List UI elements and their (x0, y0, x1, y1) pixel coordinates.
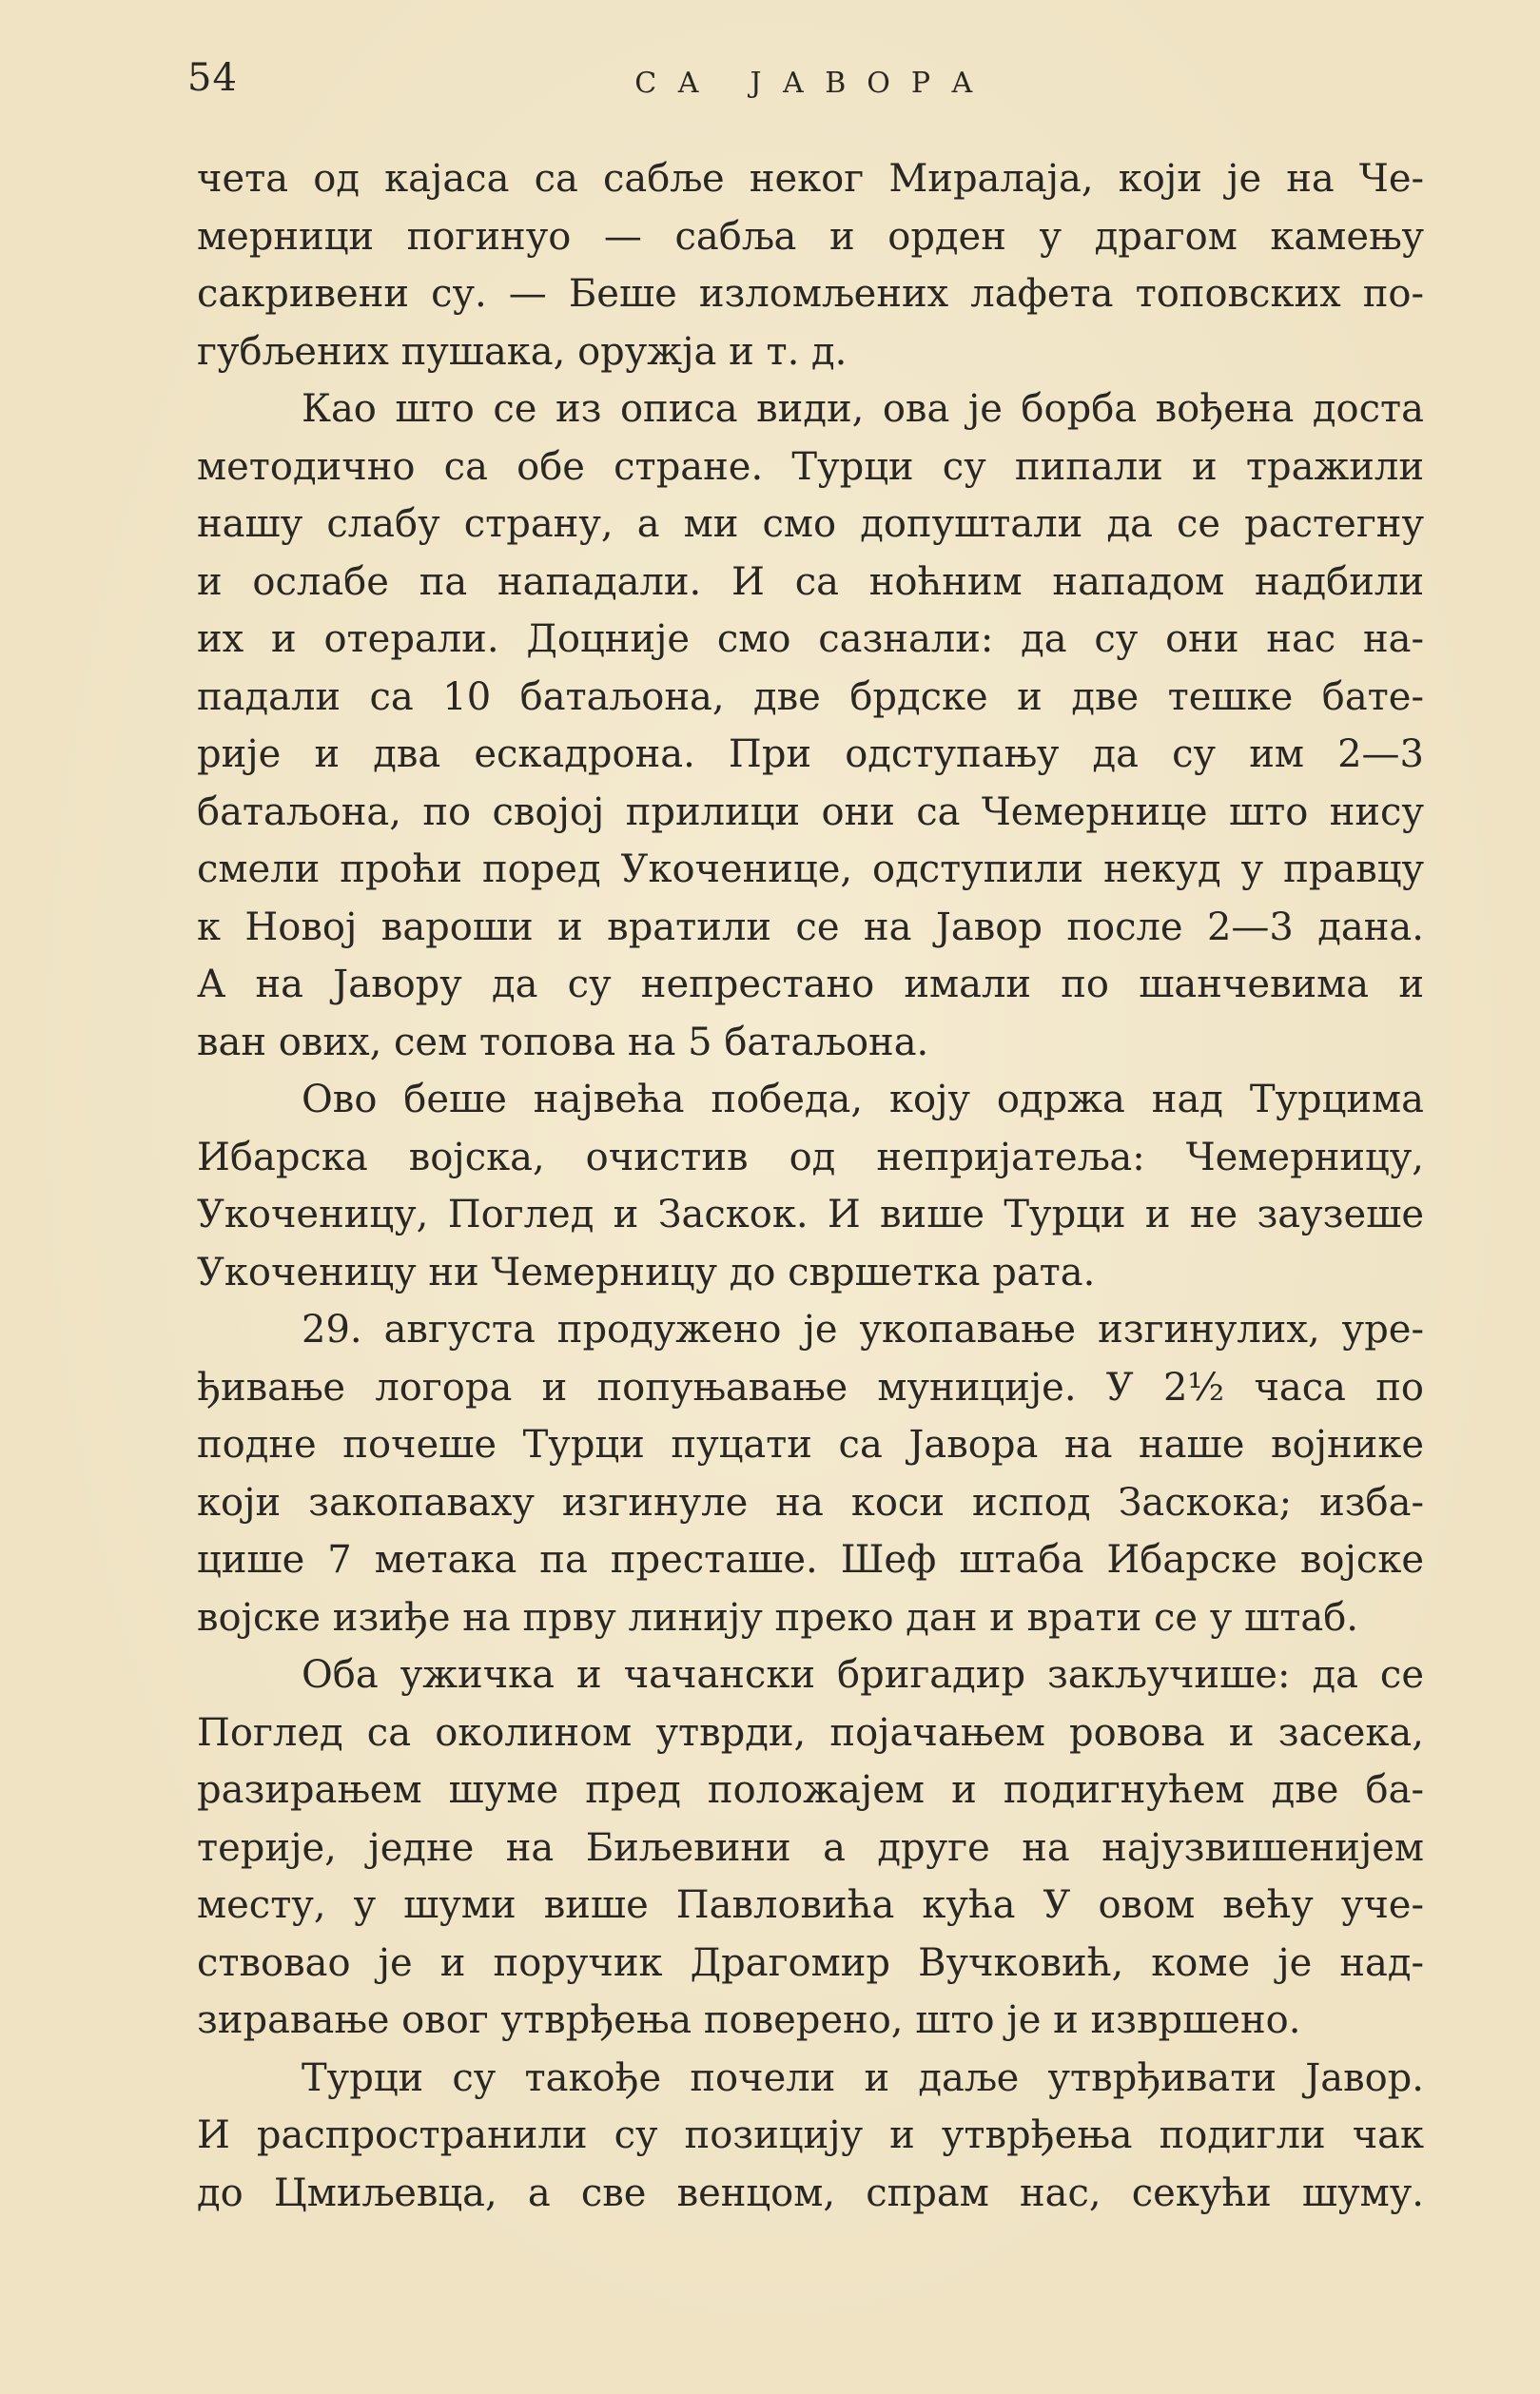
text-line: сакривени су. — Беше изломљених лафета топовских по- (197, 272, 1424, 316)
running-title: СА ЈАВОРА (634, 67, 994, 100)
text-line: који закопаваху изгинуле на коси испод Заскока; изба- (197, 1480, 1424, 1525)
text-line: чета од кајаса са сабље неког Миралаја, који је на Че- (197, 157, 1424, 201)
text-line: Ово беше највећа победа, коју одржа над Турцима (302, 1078, 1424, 1121)
text-line: 29. августа продужено је укопавање изгинулих, уре- (302, 1308, 1424, 1352)
text-line: А на Јавору да су непрестано имали по шанчевима и (197, 963, 1424, 1006)
text-line: војске изиђе на прву линију преко дан и врати се у штаб. (197, 1595, 1358, 1640)
text-line: зиравање овог утврђења поверено, што је и извршено. (197, 1998, 1301, 2042)
text-line: падали са 10 батаљона, две брдске и две тешке бате- (197, 674, 1424, 719)
text-line: Укоченицу, Поглед и Заскок. И више Турци и не заузеше (197, 1193, 1424, 1236)
text-line: и ослабе па нападали. И са ноћним нападом надбили (197, 559, 1424, 604)
text-line: их и отерали. Доцније смо сазнали: да су они нас на- (197, 617, 1424, 661)
text-line: Поглед са околином утврди, појачањем ровова и засека, (197, 1710, 1424, 1755)
text-line: Ибарска војска, очистив од непријатеља: Чемерницу, (197, 1135, 1424, 1179)
page-number: 54 (187, 56, 238, 100)
text-line: терије, једне на Биљевини а друге на најузвишенијем (197, 1825, 1424, 1870)
text-line: рије и два ескадрона. При одступању да су им 2—3 (197, 732, 1424, 776)
text-line: к Новој вароши и вратили се на Јавор после 2—3 дана. (197, 905, 1424, 949)
text-line: Турци су такође почели и даље утврђивати Јавор. (302, 2055, 1424, 2100)
text-line: ствовао је и поручик Драгомир Вучковић, коме је над- (197, 1940, 1424, 1985)
text-line: подне почеше Турци пуцати са Јавора на наше војнике (197, 1423, 1424, 1467)
text-line: ван ових, сем топова на 5 батаљона. (197, 1020, 929, 1064)
text-line: разирањем шуме пред положајем и подигнућем две ба- (197, 1768, 1424, 1812)
text-line: Укоченицу ни Чемерницу до свршетка рата. (197, 1250, 1096, 1294)
text-line: ђивање логора и попуњавање муниције. У 2½ часа по (197, 1365, 1424, 1410)
running-head (187, 49, 1420, 107)
text-line: Оба ужичка и чачански бригадир закључише: да се (302, 1653, 1424, 1697)
body-text (197, 150, 1424, 2222)
text-line: месту, у шуми више Павловића кућа У овом већу уче- (197, 1883, 1424, 1927)
text-line: губљених пушака, оружја и т. д. (197, 329, 848, 374)
text-line: до Цмиљевца, а све венцом, спрам нас, секући шуму. (197, 2170, 1424, 2215)
text-line: батаљона, по својој прилици они са Чемернице што нису (197, 789, 1424, 834)
text-line: Као што се из описа види, ова је борба вођена доста (302, 387, 1424, 431)
text-line: смели проћи поред Укоченице, одступили некуд у правцу (197, 847, 1424, 891)
text-line: И распространили су позицију и утврђења подигли чак (197, 2113, 1424, 2157)
text-line: мерници погинуо — сабља и орден у драгом камењу (197, 214, 1424, 259)
text-line: методично са обе стране. Турци су пипали и тражили (197, 444, 1424, 489)
text-line: нашу слабу страну, а ми смо допуштали да се растегну (197, 502, 1424, 546)
text-line: цише 7 метака па престаше. Шеф штаба Ибарске војске (197, 1538, 1424, 1582)
